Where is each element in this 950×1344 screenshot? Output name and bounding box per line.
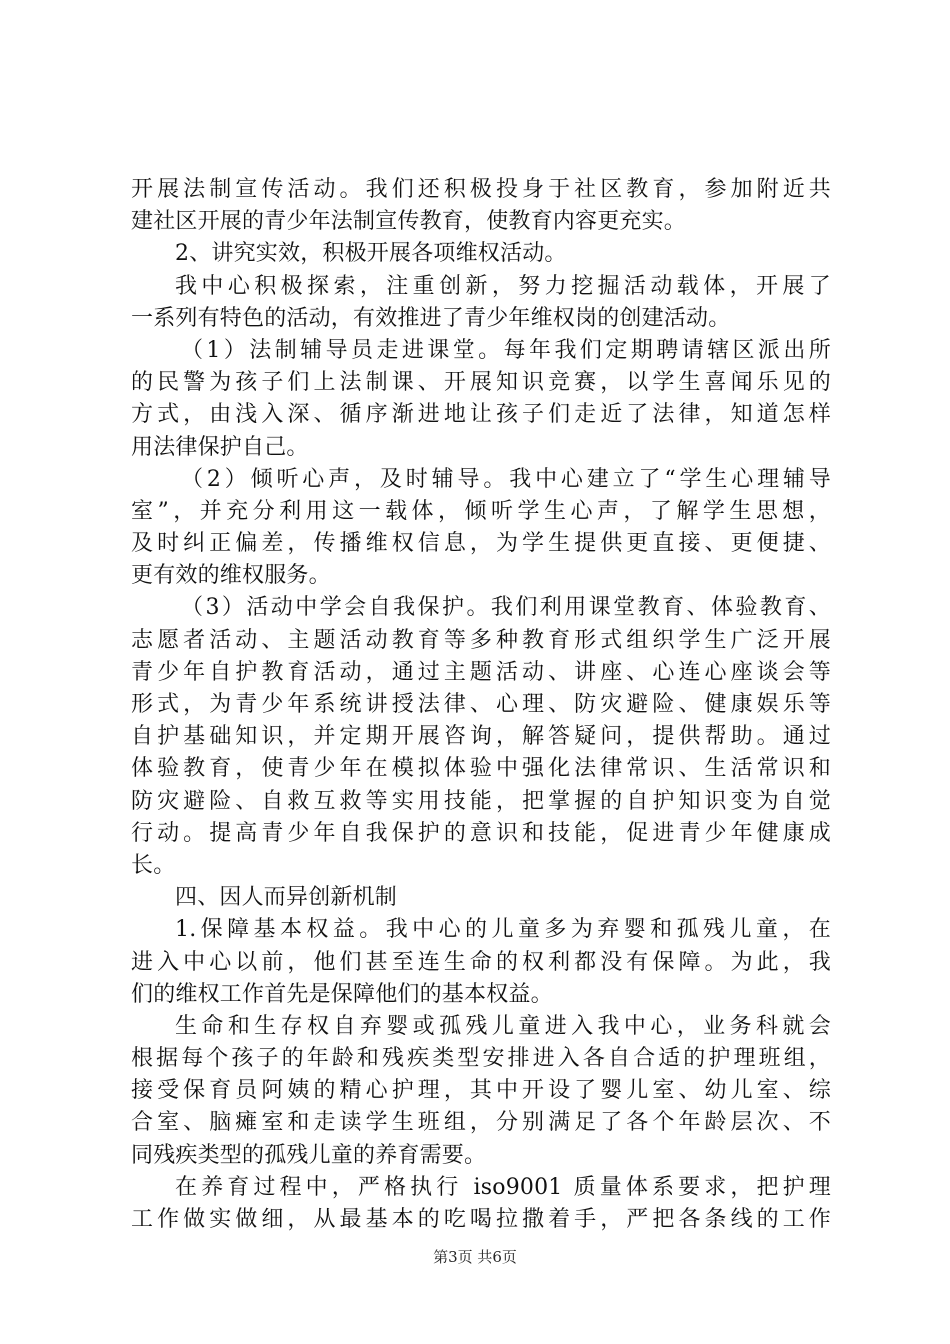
text-line: 行动。提高青少年自我保护的意识和技能，促进青少年健康成 <box>131 820 831 846</box>
text-line: 体验教育，使青少年在模拟体验中强化法律常识、生活常识和 <box>131 756 831 782</box>
text-line: 2、讲究实效，积极开展各项维权活动。 <box>175 241 567 267</box>
text-line: 及时纠正偏差，传播维权信息，为学生提供更直接、更便捷、 <box>131 531 831 557</box>
text-line: 接受保育员阿姨的精心护理，其中开设了婴儿室、幼儿室、综 <box>131 1078 831 1104</box>
text-line: 防灾避险、自救互救等实用技能，把掌握的自护知识变为自觉 <box>131 788 831 814</box>
text-line: 生命和生存权自弃婴或孤残儿童进入我中心，业务科就会 <box>175 1013 831 1039</box>
text-line: 自护基础知识，并定期开展咨询，解答疑问，提供帮助。通过 <box>131 724 831 750</box>
text-line: 青少年自护教育活动，通过主题活动、讲座、心连心座谈会等 <box>131 659 831 685</box>
text-line: 长。 <box>131 852 176 878</box>
text-line: 用法律保护自己。 <box>131 434 309 460</box>
text-line: 开展法制宣传活动。我们还积极投身于社区教育，参加附近共 <box>131 177 831 202</box>
text-line: 们的维权工作首先是保障他们的基本权益。 <box>131 981 553 1007</box>
text-line: 1.保障基本权益。我中心的儿童多为弃婴和孤残儿童，在 <box>175 917 831 943</box>
text-line: 工作做实做细，从最基本的吃喝拉撒着手，严把各条线的工作 <box>131 1207 831 1232</box>
text-line: （2）倾听心声，及时辅导。我中心建立了“学生心理辅导 <box>181 466 831 492</box>
document-body <box>131 174 831 1236</box>
text-line: 一系列有特色的活动，有效推进了青少年维权岗的创建活动。 <box>131 305 731 331</box>
text-line: 合室、脑瘫室和走读学生班组，分别满足了各个年龄层次、不 <box>131 1110 831 1136</box>
text-line: 同残疾类型的孤残儿童的养育需要。 <box>131 1142 487 1168</box>
text-line: 更有效的维权服务。 <box>131 563 331 589</box>
text-line: 我中心积极探索，注重创新，努力挖掘活动载体，开展了 <box>175 273 831 299</box>
text-line: 志愿者活动、主题活动教育等多种教育形式组织学生广泛开展 <box>131 627 831 653</box>
text-line: 的民警为孩子们上法制课、开展知识竞赛，以学生喜闻乐见的 <box>131 370 831 396</box>
text-line: 在养育过程中，严格执行 iso9001 质量体系要求，把护理 <box>175 1174 831 1200</box>
text-line: （3）活动中学会自我保护。我们利用课堂教育、体验教育、 <box>181 595 831 621</box>
text-line: 室”，并充分利用这一载体，倾听学生心声，了解学生思想， <box>131 498 831 524</box>
text-line: 建社区开展的青少年法制宣传教育，使教育内容更充实。 <box>131 209 687 235</box>
text-line: 形式，为青少年系统讲授法律、心理、防灾避险、健康娱乐等 <box>131 692 831 717</box>
text-line: 四、因人而异创新机制 <box>175 885 398 911</box>
page-footer: 第3页 共6页 <box>433 1248 517 1266</box>
text-line: 方式，由浅入深、循序渐进地让孩子们走近了法律，知道怎样 <box>131 402 831 428</box>
text-line: （1）法制辅导员走进课堂。每年我们定期聘请辖区派出所 <box>181 337 831 363</box>
text-line: 根据每个孩子的年龄和残疾类型安排进入各自合适的护理班组， <box>131 1046 831 1072</box>
text-line: 进入中心以前，他们甚至连生命的权利都没有保障。为此，我 <box>131 949 831 975</box>
